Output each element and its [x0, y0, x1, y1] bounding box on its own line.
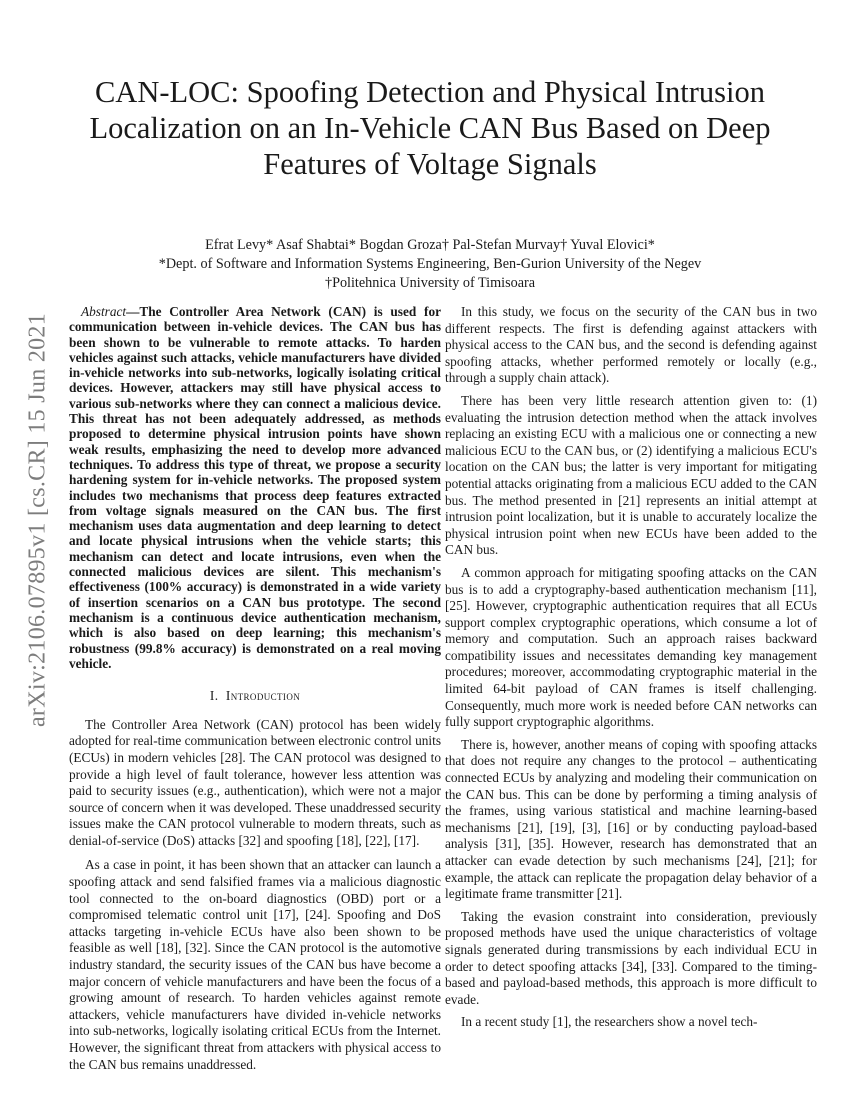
paragraph: There is, however, another means of coping with spoofing attacks that does not require any changes to the protocol – authenticating connected ECUs by analyzing and modeling their communication on the CAN bus. This can be done by performing a timing analysis of the frames, using various statistical and machine learning-based mechanisms [21], [19], [3], [16] or by conducting payload-based analysis [31], [35]. However, research has demonstrated that an attacker can evade detection by such mechanisms [24], [21]; for example, the attack can replicate the propagation delay behavior of a legitimate frame transmitter [21].: [445, 736, 817, 902]
abstract: [69, 304, 441, 671]
abstract-text: —The Controller Area Network (CAN) is used for communication between in-vehicle devices. The CAN bus has been shown to be vulnerable to remote attacks. To harden vehicles against such attacks, vehicle manufacturers have divided in-vehicle networks into sub-networks, logically isolating critical devices. However, attackers may still have physical access to various sub-networks where they can connect a malicious device. This threat has not been adequately addressed, as methods proposed to determine physical intrusion points have shown weak results, emphasizing the need to develop more advanced techniques. To address this type of threat, we propose a security hardening system for in-vehicle networks. The proposed system includes two mechanisms that process deep features extracted from voltage signals measured on the CAN bus. The first mechanism uses data augmentation and deep learning to detect and locate physical intrusions when the vehicle starts; this mechanism can detect and locate intrusions, even when the connected malicious devices are silent. This mechanism's effectiveness (100% accuracy) is demonstrated in a wide variety of insertion scenarios on a CAN bus prototype. The second mechanism is a continuous device authentication mechanism, which is also based on deep learning; this mechanism's robustness (99.8% accuracy) is demonstrated on a real moving vehicle.: [69, 304, 441, 671]
paragraph: The Controller Area Network (CAN) protocol has been widely adopted for real-time communication between electronic control units (ECUs) in modern vehicles [28]. The CAN protocol was designed to provide a high level of fault tolerance, however less attention was paid to security issues (e.g., authentication), which were not a major source of concern when it was developed. These unaddressed security issues make the CAN protocol vulnerable to modern threats, such as denial-of-service (DoS) attacks [32] and spoofing [18], [22], [17].: [69, 716, 441, 848]
paragraph: In a recent study [1], the researchers show a novel tech-: [461, 1014, 758, 1030]
affiliation-upt: †Politehnica University of Timisoara: [324, 275, 536, 291]
arxiv-watermark: [18, 300, 58, 740]
abstract-label: Abstract: [81, 304, 127, 319]
section-title: Introduction: [225, 688, 301, 704]
left-column: [69, 304, 441, 1081]
author-list: Efrat Levy* Asaf Shabtai* Bogdan Groza† Pal-Stefan Murvay† Yuval Elovici*: [205, 237, 655, 253]
paper-title: CAN-LOC: Spoofing Detection and Physical Intrusion Localization on an In-Vehicle CAN Bus Based on Deep Features of Voltage Signals: [89, 75, 771, 181]
right-column: [445, 304, 817, 1037]
affiliation-bgu: *Dept. of Software and Information Systems Engineering, Ben-Gurion University of the Negev: [158, 256, 702, 272]
paragraph: A common approach for mitigating spoofing attacks on the CAN bus is to add a cryptography-based authentication mechanism [11], [25]. However, cryptographic authentication requires that all ECUs support complex cryptographic operations, which consume a lot of memory and computation. Such an approach raises backward compatibility issues and necessitates demanding key management procedures; moreover, accommodating cryptographic material in the limited 64-bit payload of CAN frames is itself challenging. Consequently, much more work is needed before CAN networks can fully support cryptographic algorithms.: [445, 564, 817, 730]
paragraph: There has been very little research attention given to: (1) evaluating the intrusion detection method when the attack involves replacing an existing ECU with a malicious one or connecting a new malicious ECU to the CAN bus, or (2) identifying a malicious ECU's location on the CAN bus; the latter is very important for mitigating potential attacks originating from a malicious ECU added to the CAN bus. The method presented in [21] represents an initial attempt at intrusion point localization, but it is unable to accurately localize the physical intrusion point when new ECUs have been added to the CAN bus.: [445, 392, 817, 558]
section-heading: [69, 688, 441, 705]
paragraph: In this study, we focus on the security of the CAN bus in two different respects. The first is defending against attackers with physical access to the CAN bus, and the second is defending against spoofing attacks, whether performed remotely or locally (e.g., through a supply chain attack).: [445, 304, 817, 386]
paragraph: As a case in point, it has been shown that an attacker can launch a spoofing attack and send falsified frames via a malicious diagnostic tool connected to the on-board diagnostics (OBD) port or a compromised telematic control unit [17], [24]. Spoofing and DoS attacks targeting in-vehicle ECUs have also been shown to be feasible as well [18], [32]. Since the CAN protocol is the automotive industry standard, the security issues of the CAN bus have become a major concern of vehicle manufacturers and have been the focus of a growing amount of research. To harden vehicles against remote attackers, vehicle manufacturers have divided in-vehicle networks into sub-networks, logically isolating critical ECUs from the Internet. However, the significant threat from attackers with physical access to the CAN bus remains unaddressed.: [69, 857, 441, 1072]
section-number: I.: [209, 688, 219, 704]
arxiv-id: arXiv:2106.07895v1 [cs.CR] 15 Jun 2021: [24, 312, 51, 728]
paragraph: Taking the evasion constraint into consideration, previously proposed methods have used the unique characteristics of voltage signals generated during transmissions by each individual ECU in order to detect spoofing attacks [34], [33]. Compared to the timing-based and payload-based methods, this approach is more difficult to evade.: [445, 908, 817, 1007]
author-block: [60, 236, 800, 293]
